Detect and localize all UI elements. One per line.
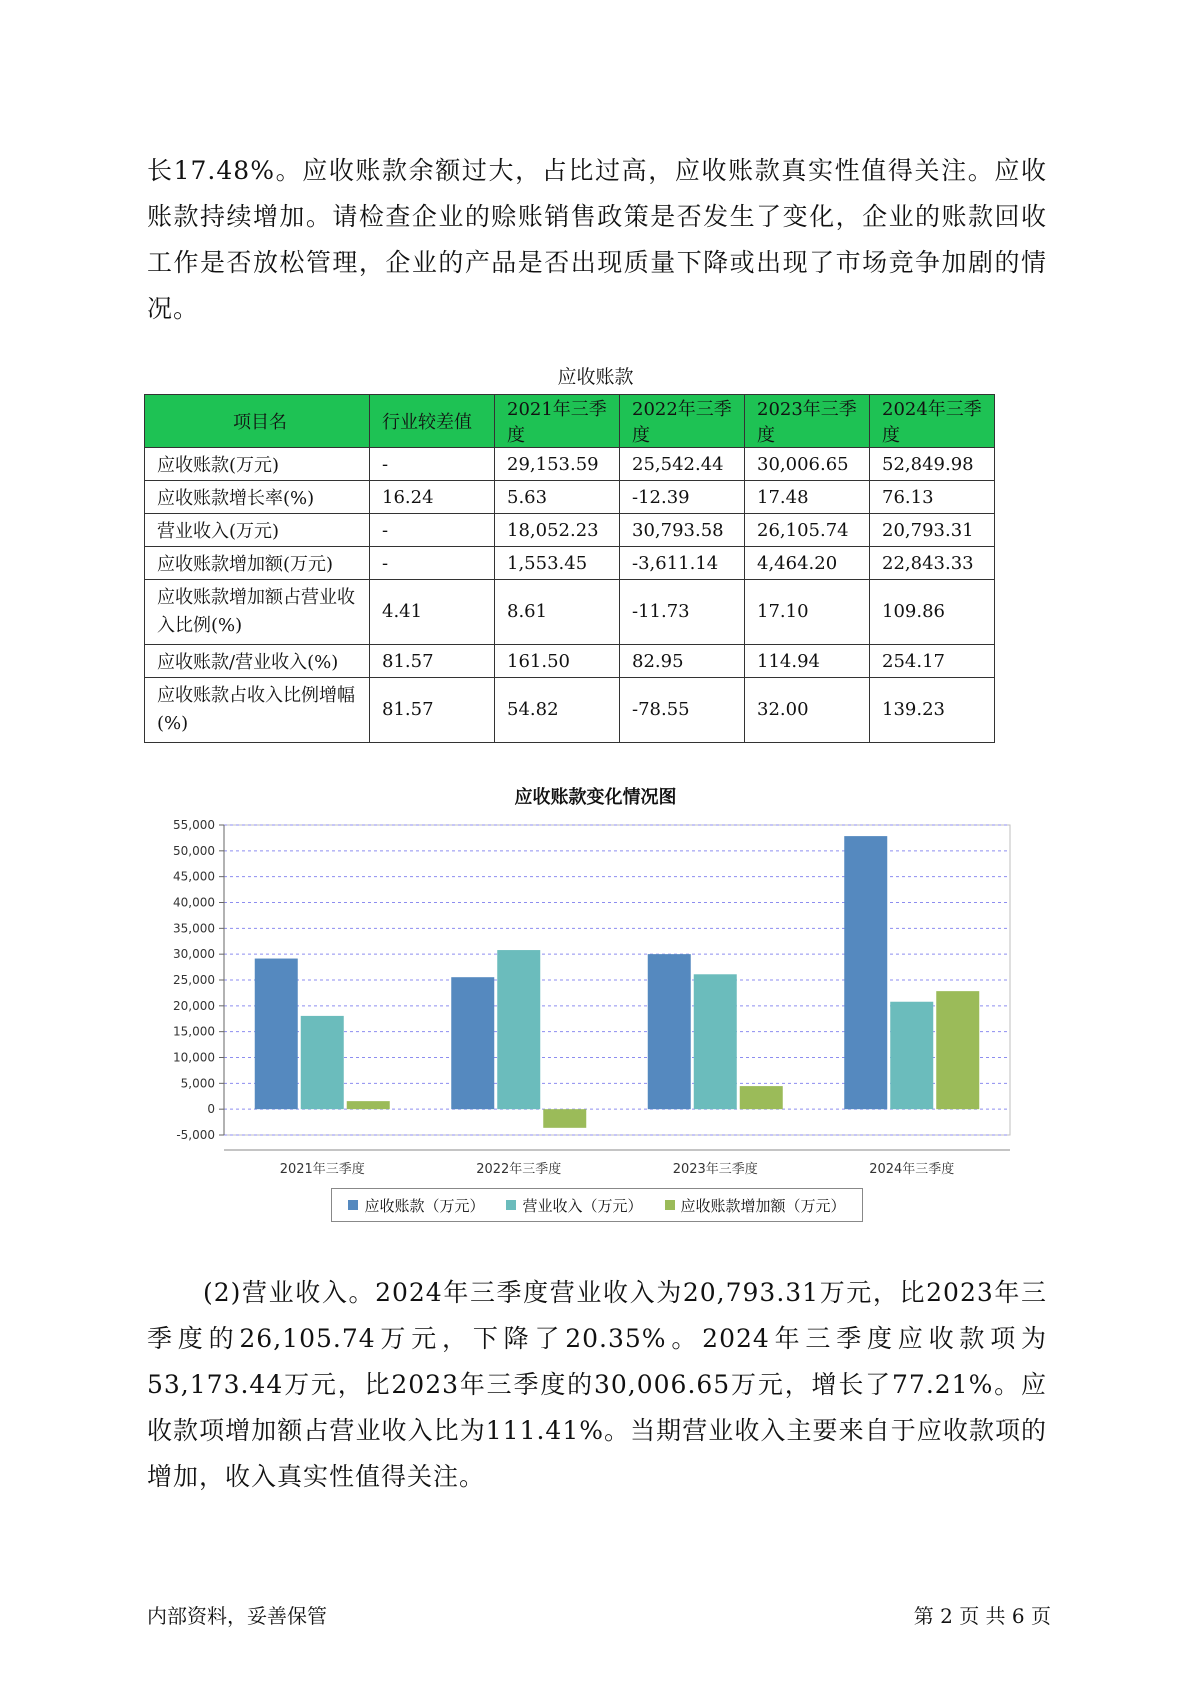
y-tick-label: 25,000 bbox=[173, 973, 215, 987]
cell: 应收账款增加额占营业收入比例(%) bbox=[145, 580, 370, 645]
cell: -78.55 bbox=[620, 678, 745, 743]
cell: 20,793.31 bbox=[870, 514, 995, 547]
bar bbox=[740, 1086, 783, 1109]
bar bbox=[255, 959, 298, 1110]
cell: 16.24 bbox=[370, 481, 495, 514]
cell: 22,843.33 bbox=[870, 547, 995, 580]
cell: 139.23 bbox=[870, 678, 995, 743]
y-tick-label: 30,000 bbox=[173, 947, 215, 962]
cell: 161.50 bbox=[495, 645, 620, 678]
cell: - bbox=[370, 514, 495, 547]
cell: 17.10 bbox=[745, 580, 870, 645]
bar bbox=[543, 1109, 586, 1128]
cell: 应收账款(万元) bbox=[145, 448, 370, 481]
cell: 26,105.74 bbox=[745, 514, 870, 547]
legend-swatch-icon bbox=[665, 1200, 675, 1210]
cell: -12.39 bbox=[620, 481, 745, 514]
intro-paragraph: 长17.48%。应收账款余额过大，占比过高，应收账款真实性值得关注。应收账款持续增加。请检查企业的赊账销售政策是否发生了变化，企业的账款回收工作是否放松管理，企业的产品是否出现质量下降或出现了市场竞争加剧的情况。 bbox=[147, 156, 1047, 323]
cell: 应收账款/营业收入(%) bbox=[145, 645, 370, 678]
cell: 1,553.45 bbox=[495, 547, 620, 580]
bar bbox=[936, 991, 979, 1109]
y-tick-label: 55,000 bbox=[173, 818, 215, 832]
cell: 254.17 bbox=[870, 645, 995, 678]
header-2021q3: 2021年三季度 bbox=[495, 395, 620, 448]
cell: 应收账款占收入比例增幅(%) bbox=[145, 678, 370, 743]
legend-swatch-icon bbox=[506, 1200, 516, 1210]
bar bbox=[844, 836, 887, 1109]
cell: 4.41 bbox=[370, 580, 495, 645]
cell: 应收账款增长率(%) bbox=[145, 481, 370, 514]
cell: 营业收入(万元) bbox=[145, 514, 370, 547]
y-tick-label: 50,000 bbox=[173, 843, 215, 858]
header-2023q3: 2023年三季度 bbox=[745, 395, 870, 448]
legend-item-revenue bbox=[506, 1195, 642, 1216]
legend-label: 应收账款（万元） bbox=[364, 1196, 485, 1215]
x-tick-label: 2024年三季度 bbox=[869, 1162, 955, 1177]
x-tick-label: 2023年三季度 bbox=[672, 1162, 758, 1177]
cell: - bbox=[370, 448, 495, 481]
cell: 82.95 bbox=[620, 645, 745, 678]
legend-item-receivables-increase bbox=[665, 1195, 846, 1216]
legend-swatch-icon bbox=[348, 1200, 358, 1210]
cell: 25,542.44 bbox=[620, 448, 745, 481]
chart-title: 应收账款变化情况图 bbox=[514, 787, 677, 808]
cell: -3,611.14 bbox=[620, 547, 745, 580]
table-title: 应收账款 bbox=[557, 366, 634, 388]
cell: -11.73 bbox=[620, 580, 745, 645]
y-tick-label: 15,000 bbox=[173, 1024, 215, 1039]
y-tick-label: 40,000 bbox=[173, 895, 215, 910]
cell: 30,793.58 bbox=[620, 514, 745, 547]
header-industry-value: 行业较差值 bbox=[370, 395, 495, 448]
y-tick-label: -5,000 bbox=[176, 1128, 215, 1142]
cell: - bbox=[370, 547, 495, 580]
footer-page-number: 第 2 页 共 6 页 bbox=[913, 1604, 1051, 1628]
cell: 17.48 bbox=[745, 481, 870, 514]
y-tick-label: 0 bbox=[207, 1102, 215, 1117]
bar bbox=[497, 950, 540, 1109]
cell: 应收账款增加额(万元) bbox=[145, 547, 370, 580]
legend-label: 应收账款增加额（万元） bbox=[680, 1196, 846, 1215]
header-2024q3: 2024年三季度 bbox=[870, 395, 995, 448]
cell: 4,464.20 bbox=[745, 547, 870, 580]
bar bbox=[694, 974, 737, 1109]
header-item-name: 项目名 bbox=[145, 395, 370, 448]
cell: 29,153.59 bbox=[495, 448, 620, 481]
x-tick-label: 2022年三季度 bbox=[476, 1162, 562, 1177]
cell: 114.94 bbox=[745, 645, 870, 678]
cell: 52,849.98 bbox=[870, 448, 995, 481]
bar bbox=[301, 1016, 344, 1109]
x-tick-label: 2021年三季度 bbox=[279, 1162, 365, 1177]
header-2022q3: 2022年三季度 bbox=[620, 395, 745, 448]
bar bbox=[451, 977, 494, 1109]
legend-item-receivables bbox=[348, 1195, 484, 1216]
revenue-paragraph: (2)营业收入。2024年三季度营业收入为20,793.31万元，比2023年三季度的26,105.74万元，下降了20.35%。2024年三季度应收款项为53,173.44万元，比2023年三季度的30,006.65万元，增长了77.21%。应收款项增加额占营业收入比为111.41%。当期营业收入主要来自于应收款项的增加，收入真实性值得关注。 bbox=[147, 1278, 1047, 1491]
y-tick-label: 5,000 bbox=[180, 1076, 215, 1091]
chart-legend bbox=[331, 1188, 863, 1222]
bar bbox=[890, 1002, 933, 1109]
cell: 76.13 bbox=[870, 481, 995, 514]
cell: 18,052.23 bbox=[495, 514, 620, 547]
bar bbox=[347, 1101, 390, 1109]
cell: 8.61 bbox=[495, 580, 620, 645]
legend-label: 营业收入（万元） bbox=[522, 1196, 643, 1215]
cell: 30,006.65 bbox=[745, 448, 870, 481]
cell: 5.63 bbox=[495, 481, 620, 514]
footer-confidential: 内部资料，妥善保管 bbox=[147, 1604, 327, 1628]
cell: 81.57 bbox=[370, 678, 495, 743]
y-tick-label: 45,000 bbox=[173, 869, 215, 884]
bar bbox=[648, 954, 691, 1109]
cell: 54.82 bbox=[495, 678, 620, 743]
y-tick-label: 20,000 bbox=[173, 998, 215, 1013]
y-tick-label: 10,000 bbox=[173, 1050, 215, 1065]
cell: 81.57 bbox=[370, 645, 495, 678]
cell: 109.86 bbox=[870, 580, 995, 645]
y-tick-label: 35,000 bbox=[173, 921, 215, 936]
cell: 32.00 bbox=[745, 678, 870, 743]
